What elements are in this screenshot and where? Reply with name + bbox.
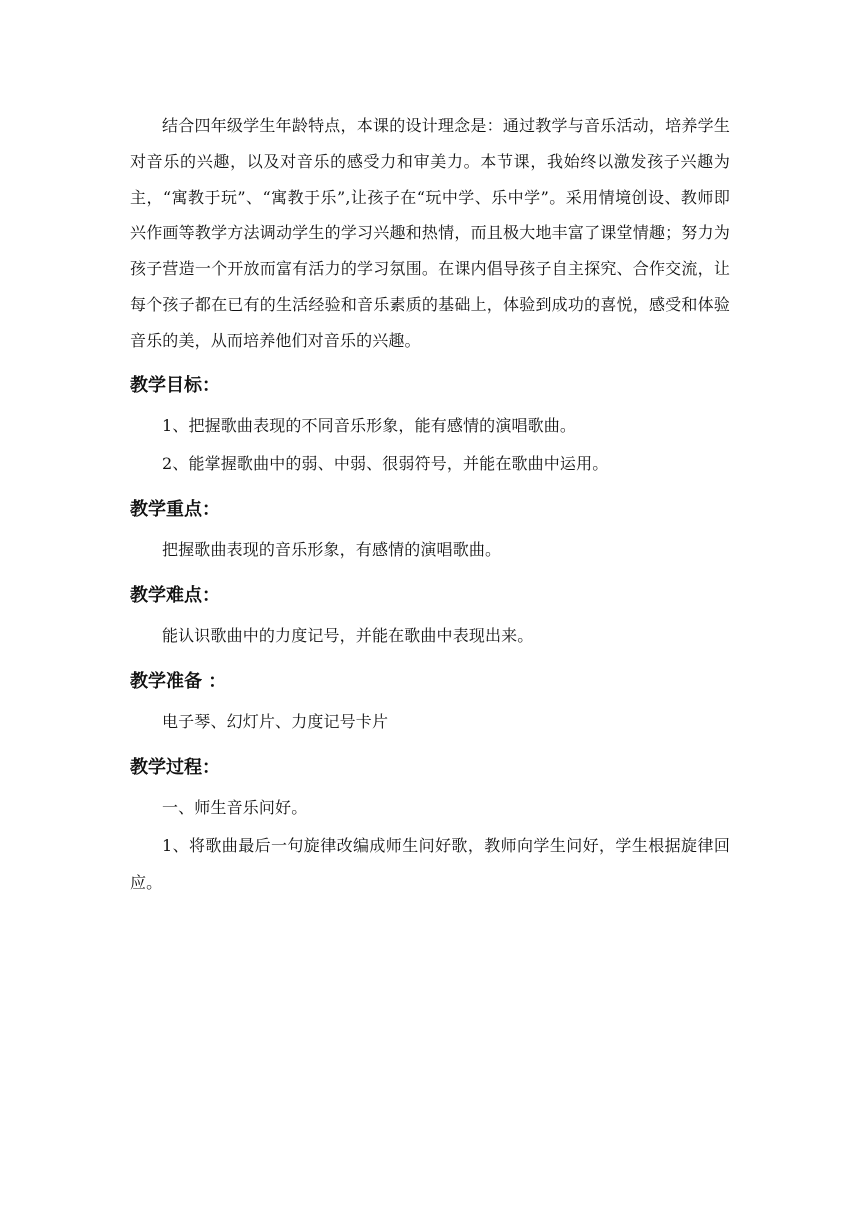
process-step-1-detail: 1、将歌曲最后一句旋律改编成师生问好歌，教师向学生问好，学生根据旋律回应。 [130,835,730,892]
key-points-text: 把握歌曲表现的音乐形象，有感情的演唱歌曲。 [162,539,502,559]
preparation-text: 电子琴、幻灯片、力度记号卡片 [162,711,389,731]
teaching-goals-heading: 教学目标： [130,374,220,396]
preparation-heading: 教学准备 ： [130,670,227,692]
document-body [130,108,730,901]
teaching-goal-item-1: 1、把握歌曲表现的不同音乐形象，能有感情的演唱歌曲。 [162,415,577,435]
process-step-1: 一、师生音乐问好。 [162,797,308,817]
process-heading: 教学过程： [130,756,220,778]
difficulties-heading: 教学难点： [130,584,220,606]
difficulties-text: 能认识歌曲中的力度记号，并能在歌曲中表现出来。 [162,625,534,645]
key-points-heading: 教学重点： [130,498,220,520]
teaching-goal-item-2: 2、能掌握歌曲中的弱、中弱、很弱符号，并能在歌曲中运用。 [162,453,609,473]
design-concept-paragraph: 结合四年级学生年龄特点，本课的设计理念是：通过教学与音乐活动，培养学生对音乐的兴趣，以及对音乐的感受力和审美力。本节课，我始终以激发孩子兴趣为主，“寓教于玩”、“寓教于乐”,让孩子在“玩中学、乐中学”。采用情境创设、教师即兴作画等教学方法调动学生的学习兴趣和热情，而且极大地丰富了课堂情趣；努力为孩子营造一个开放而富有活力的学习氛围。在课内倡导孩子自主探究、合作交流，让每个孩子都在已有的生活经验和音乐素质的基础上，体验到成功的喜悦，感受和体验音乐的美，从而培养他们对音乐的兴趣。 [130,116,730,350]
